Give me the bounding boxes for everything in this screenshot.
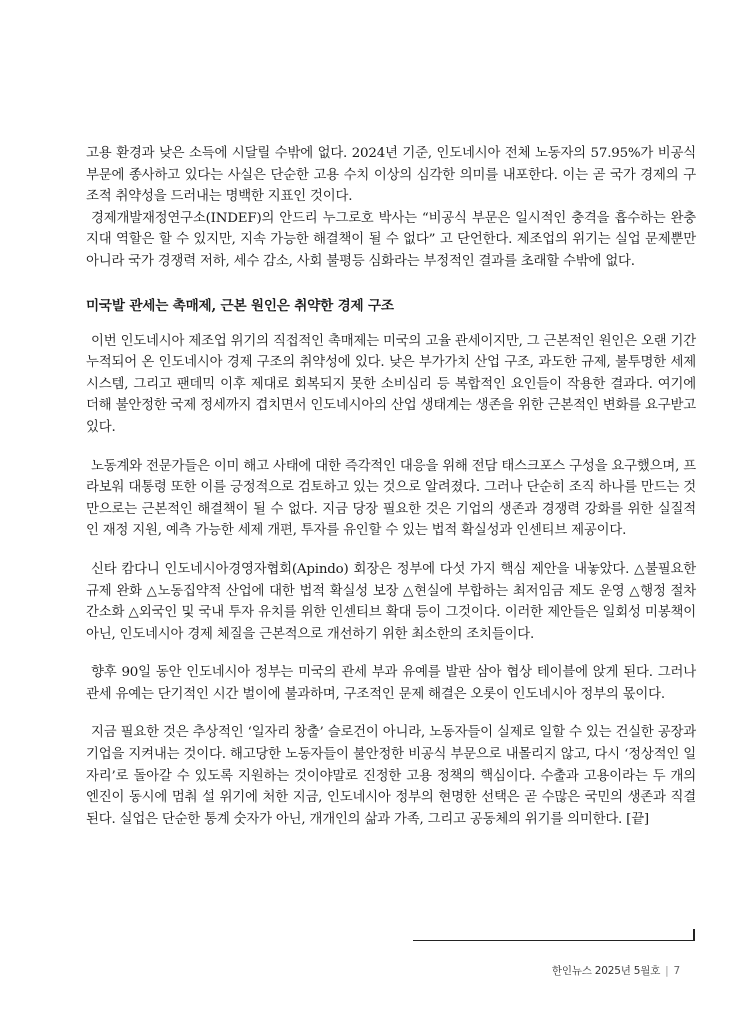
paragraph-4: 노동계와 전문가들은 이미 해고 사태에 대한 즉각적인 대응을 위해 전담 태스크포스 구성을 요구했으며, 프라보워 대통령 또한 이를 긍정적으로 검토하고 있는 것으로 알려졌다. 그러나 단순히 조직 하나를 만드는 것만으로는 근본적인 해결책이 될 수 없다. 지금 당장 필요한 것은 기업의 생존과 경쟁력 강화를 위한 실질적인 재정 지원, 예측 가능한 세제 개편, 투자를 유인할 수 있는 법적 확실성과 인센티브 제공이다. bbox=[86, 458, 696, 539]
footer-separator: | bbox=[665, 965, 669, 977]
paragraph-2: 경제개발재정연구소(INDEF)의 안드리 누그로호 박사는 “비공식 부문은 일시적인 충격을 흡수하는 완충지대 역할은 할 수 있지만, 지속 가능한 해결책이 될 수 없다” 고 단언한다. 제조업의 위기는 실업 문제뿐만 아니라 국가 경쟁력 저하, 세수 감소, 사회 불평등 심화라는 부정적인 결과를 초래할 수밖에 없다. bbox=[86, 210, 696, 269]
paragraph-3: 이번 인도네시아 제조업 위기의 직접적인 촉매제는 미국의 고율 관세이지만, 그 근본적인 원인은 오랜 기간 누적되어 온 인도네시아 경제 구조의 취약성에 있다. 낮은 부가가치 산업 구조, 과도한 규제, 불투명한 세제 시스템, 그리고 팬데믹 이후 제대로 회복되지 못한 소비심리 등 복합적인 요인들이 작용한 결과다. 여기에 더해 불안정한 국제 정세까지 겹치면서 인도네시아의 산업 생태계는 생존을 위한 근본적인 변화를 요구받고 있다. bbox=[86, 333, 696, 435]
article-body bbox=[86, 143, 696, 830]
publication-name: 한인뉴스 2025년 5월호 bbox=[551, 965, 661, 977]
paragraph-1: 고용 환경과 낮은 소득에 시달릴 수밖에 없다. 2024년 기준, 인도네시아 전체 노동자의 57.95%가 비공식 부문에 종사하고 있다는 사실은 단순한 고용 수치 이상의 심각한 의미를 내포한다. 이는 곧 국가 경제의 구조적 취약성을 드러내는 명백한 지표인 것이다. bbox=[86, 146, 696, 205]
paragraph-6: 향후 90일 동안 인도네시아 정부는 미국의 관세 부과 유예를 발판 삼아 협상 테이블에 앉게 된다. 그러나 관세 유예는 단기적인 시간 벌이에 불과하며, 구조적인 문제 해결은 오롯이 인도네시아 정부의 몫이다. bbox=[86, 665, 696, 702]
end-divider-tick bbox=[693, 929, 695, 941]
page-number: 7 bbox=[673, 965, 680, 977]
paragraph-7: 지금 필요한 것은 추상적인 ‘일자리 창출’ 슬로건이 아니라, 노동자들이 실제로 일할 수 있는 건실한 공장과 기업을 지켜내는 것이다. 해고당한 노동자들이 불안정한 비공식 부문으로 내몰리지 않고, 다시 ‘정상적인 일자리’로 돌아갈 수 있도록 지원하는 것이야말로 진정한 고용 정책의 핵심이다. 수출과 고용이라는 두 개의 엔진이 동시에 멈춰 설 위기에 처한 지금, 인도네시아 정부의 현명한 선택은 곧 수많은 국민의 생존과 직결된다. 실업은 단순한 통계 숫자가 아닌, 개개인의 삶과 가족, 그리고 공동체의 위기를 의미한다. [끝] bbox=[86, 725, 696, 827]
end-divider-line bbox=[413, 940, 695, 941]
section-heading: 미국발 관세는 촉매제, 근본 원인은 취약한 경제 구조 bbox=[86, 297, 394, 314]
paragraph-5: 신타 캄다니 인도네시아경영자협회(Apindo) 회장은 정부에 다섯 가지 핵심 제안을 내놓았다. △불필요한 규제 완화 △노동집약적 산업에 대한 법적 확실성 보장 △현실에 부합하는 최저임금 제도 운영 △행정 절차 간소화 △외국인 및 국내 투자 유치를 위한 인센티브 확대 등이 그것이다. 이러한 제안들은 일회성 미봉책이 아닌, 인도네시아 경제 체질을 근본적으로 개선하기 위한 최소한의 조치들이다. bbox=[86, 561, 696, 642]
page-footer bbox=[552, 963, 680, 978]
